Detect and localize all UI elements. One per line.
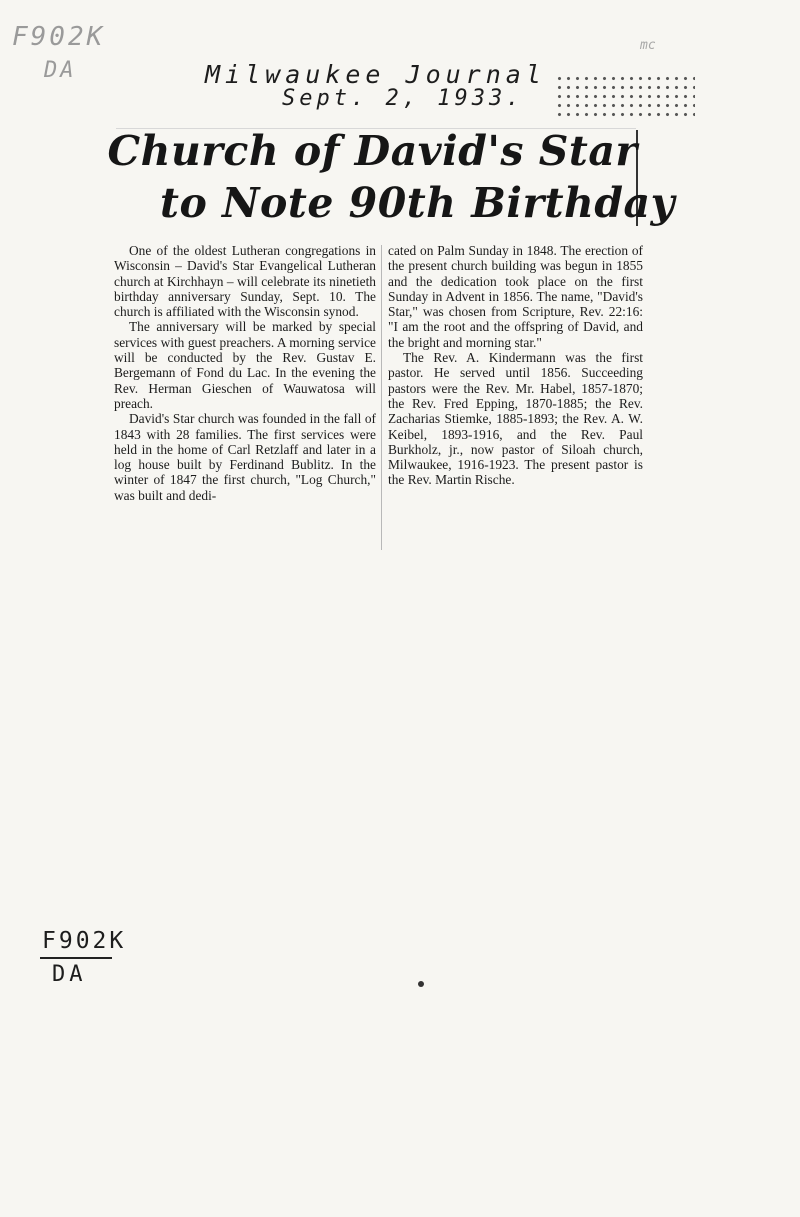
- article-paragraph: One of the oldest Lutheran congregations in Wisconsin – David's Star Evangelical Lutheran church at Kirchhayn – will celebrate its ninetieth birthday anniversary Sunday, Sept. 10. The church is affiliated with the Wisconsin synod.: [114, 243, 376, 320]
- article-paragraph: cated on Palm Sunday in 1848. The erection of the present church building was begun in 1855 and the dedication took place on the first Sunday in Advent in 1856. The name, "David's Star," was chosen from Scripture, Rev. 22:16: "I am the root and the offspring of David, and the bright and morning star.": [388, 243, 643, 350]
- article-column-left: [114, 243, 376, 503]
- article-paragraph: The Rev. A. Kindermann was the first pastor. He served until 1856. Succeeding pastors were the Rev. Mr. Habel, 1857-1870; the Rev. Fred Epping, 1870-1885; the Rev. Zacharias Stiemke, 1885-1893; the Rev. A. W. Keibel, 1893-1916, and the Rev. Paul Burkholz, jr., now pastor of Siloah church, Milwaukee, 1916-1923. The present pastor is the Rev. Martin Rische.: [388, 350, 643, 488]
- archive-initials-stamp: DA: [44, 58, 77, 83]
- column-divider: [381, 245, 382, 550]
- source-date: Sept. 2, 1933.: [282, 86, 524, 111]
- source-publication: Milwaukee Journal: [205, 60, 546, 89]
- article-paragraph: The anniversary will be marked by special services with guest preachers. A morning service will be conducted by the Rev. Gustav E. Bergemann of Fond du Lac. In the evening the Rev. Herman Gieschen of Wauwatosa will preach.: [114, 319, 376, 411]
- headline-line-2: to Note 90th Birthday: [160, 179, 675, 227]
- handwritten-code: F902K: [42, 928, 127, 954]
- article-column-right: [388, 243, 643, 488]
- article-paragraph: David's Star church was founded in the fall of 1843 with 28 families. The first services were held in the home of Carl Retzlaff and later in a log house built by Ferdinand Bublitz. In the winter of 1847 the first church, "Log Church," was built and dedi-: [114, 411, 376, 503]
- perforation-dots: [555, 74, 695, 120]
- handwritten-initials: DA: [52, 962, 87, 987]
- headline-line-1: Church of David's Star: [107, 127, 638, 175]
- headline: [100, 125, 675, 229]
- handwritten-underline: [40, 957, 112, 959]
- pencil-mark: mc: [640, 38, 656, 53]
- paper-speck: [418, 981, 424, 987]
- archive-code-stamp: F902K: [12, 22, 106, 52]
